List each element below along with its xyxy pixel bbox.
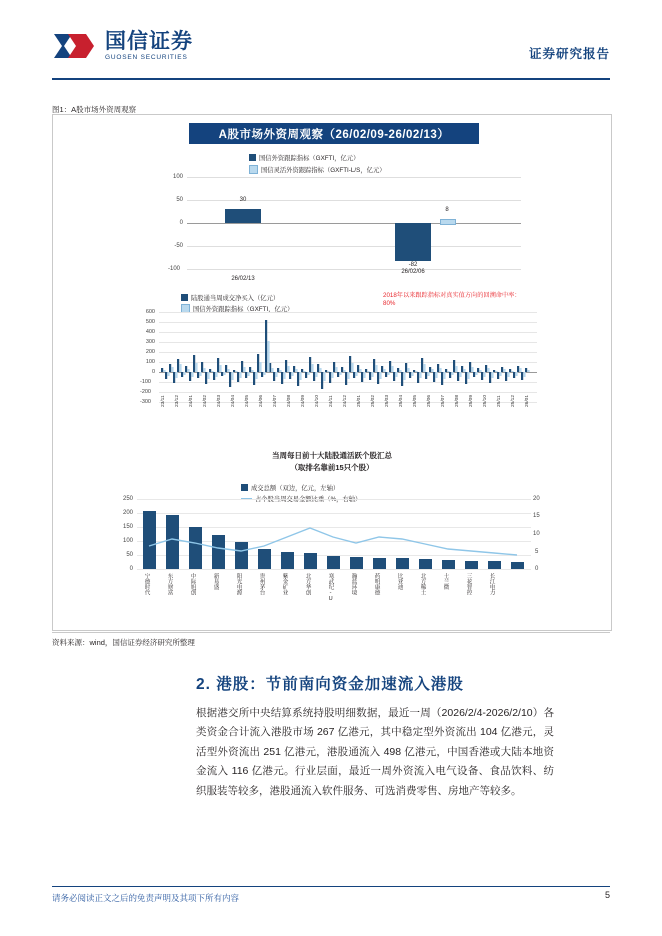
company-logo [52, 30, 193, 62]
x-axis-tick-labels: 23/11 23/12 24/01 24/02 24/03 24/04 24/05 24/06 24/07 24/08 24/09 24/10 24/11 24/12 25/01 25/02 25/03 25/04 25/05 25/06 25/07 25/08 25/09 25/10 25/11 25/12 26/01 [161, 394, 530, 407]
legend-item-northbound-net [181, 293, 279, 302]
figure-caption: 图1：A股市场外资周观察 [52, 105, 137, 114]
legend-label: 国信外资跟踪指标（GXFTI，亿元） [193, 306, 294, 313]
logo-text-cn: 国信证券 [105, 29, 193, 53]
bar-label-8: 8 [445, 207, 449, 213]
source-divider [52, 632, 610, 633]
legend-swatch-icon [181, 294, 188, 301]
page-number: 5 [604, 890, 610, 900]
section-paragraph: 根据港交所中央结算系统持股明细数据，最近一周（2026/2/4-2026/2/10）各类资金合计流入港股市场 267 亿港元，其中稳定型外资流出 104 亿港元，灵活型外资流出 251 亿港元，港股通流入 498 亿港元，中国香港或大陆本地资金流入 116 亿港元。行业层面，最近一周外资流入电气设备、食品饮料、纺织服装等较多，港股通流入软件服务、可选消费零售、房地产等较多。 [196, 707, 554, 797]
footer-disclaimer: 请务必阅读正文之后的免责声明及其项下所有内容 [52, 893, 240, 903]
chart-top-active-stocks: 250 200 150 100 50 0 20 15 10 5 0 宁德时代 东方财富 中际旭创 新易盛 阳光电源 贵州茅台 紫金矿业 北方华创 寒武纪-U 瀚蓝环境 药明康德 比亚迪 北方稀土 士兰微 三花智控 长江电力 [122, 496, 540, 602]
chart-annotation-hitrate: 2018年以来跟踪指标对真实值方向的回溯命中率：80% [383, 292, 521, 308]
logo-text-en: GUOSEN SECURITIES [105, 53, 188, 61]
section-title: 2. 港股：节前南向资金加速流入港股 [196, 676, 464, 693]
chart-northbound-history: 600 500 400 300 200 100 0 -100 -200 -300 23/11 23/12 24/01 24/02 24/03 24/04 24/05 24/06 24/07 24/08 24/09 24/10 24/11 24/12 25/01 25/02 25/03 25/04 25/05 25/06 25/07 25/08 25/09 25/10 25/11 25/12 26/01 [135, 311, 539, 439]
figure-source: 资料来源：wind，国信证券经济研究所整理 [52, 638, 195, 647]
footer-divider [52, 886, 610, 887]
bar-label-30: 30 [239, 197, 247, 203]
logo-mark-icon [52, 30, 98, 62]
page-header [0, 0, 662, 86]
x-label-0206: 26/02/06 [401, 269, 425, 275]
x-label-0213: 26/02/13 [231, 276, 255, 282]
chart-weekly-foreign-indicator: 100 50 0 -50 -100 30 26/02/13 -82 8 26/02/06 [165, 159, 525, 281]
bar-gxfti-ls-0206 [440, 219, 456, 225]
legend-label: 陆股通当周成交净买入（亿元） [191, 295, 280, 302]
legend-label: 国信灵活外资跟踪指标（GXFTI-L/S，亿元） [261, 167, 386, 174]
legend-label: 国信外资跟踪指标（GXFTI，亿元） [259, 155, 360, 162]
bar-gxfti-0213 [225, 209, 261, 223]
legend-item-turnover [241, 483, 339, 492]
header-divider [52, 78, 610, 80]
top-stocks-bars-and-line [137, 499, 531, 570]
bar-label--82: -82 [408, 262, 418, 268]
northbound-bar-series [159, 311, 537, 407]
bar-gxfti-0206 [395, 223, 431, 261]
figure-container [52, 114, 612, 631]
legend-label: 占个股当周交易金额比重（%，右轴） [255, 496, 362, 503]
chart3-subtitle-line1: 当周每日前十大陆股通活跃个股汇总 [272, 451, 392, 460]
chart3-subtitle-line2: （取排名靠前15只个股） [290, 463, 374, 472]
chart-title-banner: A股市场外资周观察（26/02/09-26/02/13） [189, 123, 479, 144]
legend-swatch-icon [241, 484, 248, 491]
document-type-label: 证券研究报告 [528, 47, 610, 61]
legend-label: 成交总额（双边，亿元，左轴） [251, 485, 340, 492]
